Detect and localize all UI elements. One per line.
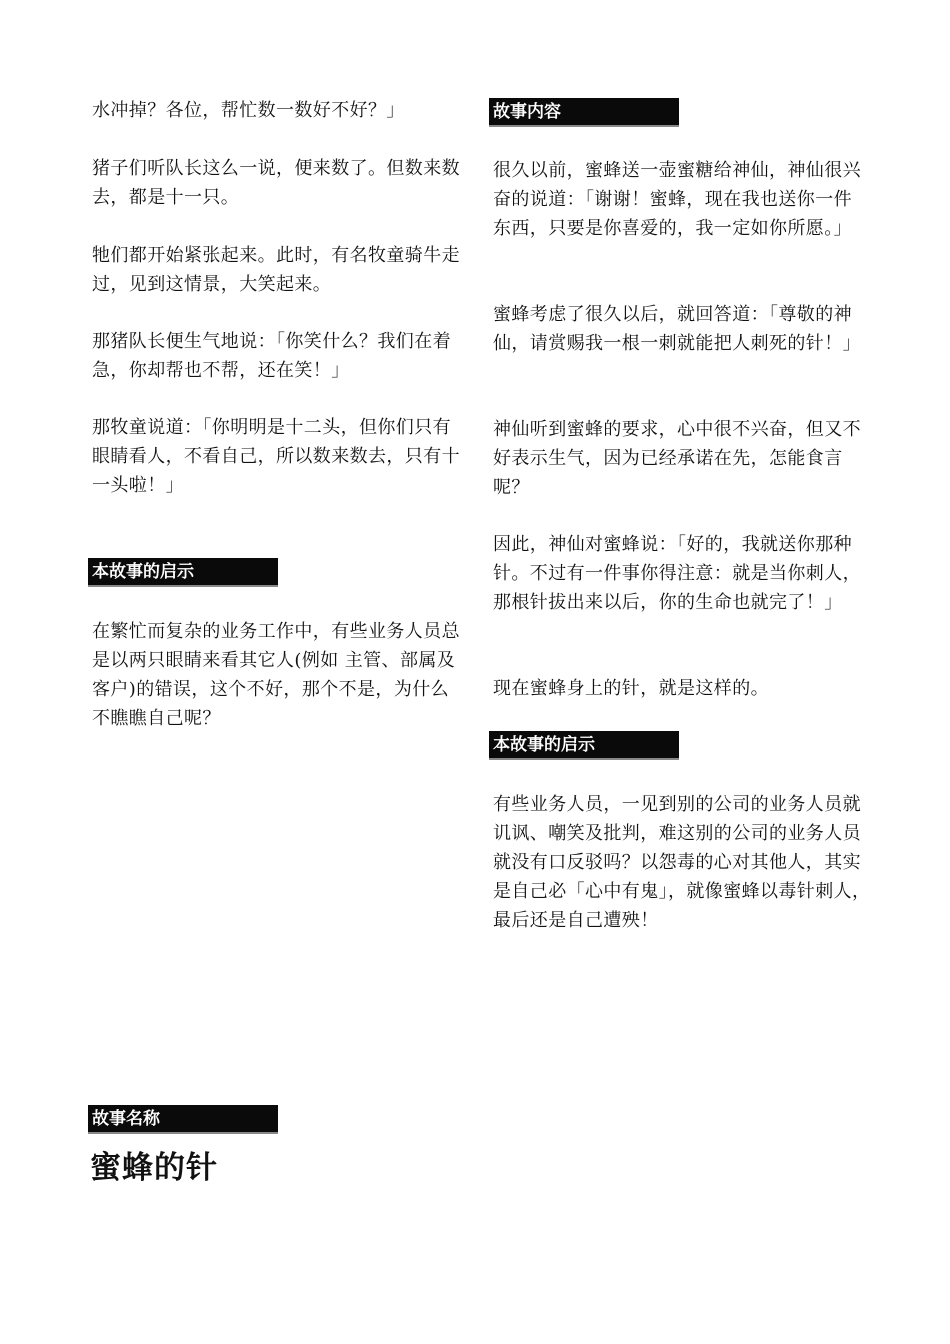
right-paragraph-5: 现在蜜蜂身上的针，就是这样的。 — [493, 678, 769, 699]
right-paragraph-3: 神仙听到蜜蜂的要求，心中很不兴奋，但又不好表示生气，因为已经承诺在先，怎能食言呢？ — [493, 419, 861, 498]
story-content-label: 故事内容 — [489, 98, 679, 127]
left-paragraph-3: 牠们都开始紧张起来。此时，有名牧童骑牛走过，见到这情景，大笑起来。 — [92, 245, 460, 295]
right-paragraph-1: 很久以前，蜜蜂送一壶蜜糖给神仙，神仙很兴奋的说道：「谢谢！蜜蜂，现在我也送你一件东西，只要是你喜爱的，我一定如你所愿。」 — [493, 160, 861, 239]
left-paragraph-4: 那猪队长便生气地说：「你笑什么？我们在着急，你却帮也不帮，还在笑！」 — [92, 331, 451, 381]
left-paragraph-2: 猪子们听队长这么一说，便来数了。但数来数去，都是十一只。 — [92, 158, 460, 208]
right-paragraph-4: 因此，神仙对蜜蜂说：「好的，我就送你那种针。不过有一件事你得注意：就是当你刺人，那根针拔出来以后，你的生命也就完了！」 — [493, 534, 861, 613]
left-paragraph-1: 水冲掉？各位，帮忙数一数好不好？」 — [92, 100, 405, 121]
story-name-label: 故事名称 — [88, 1105, 278, 1134]
story-title: 蜜蜂的针 — [90, 1150, 218, 1186]
left-moral-label: 本故事的启示 — [88, 558, 278, 587]
left-paragraph-5: 那牧童说道：「你明明是十二头，但你们只有眼睛看人，不看自己，所以数来数去，只有十一头啦！」 — [92, 417, 460, 496]
left-moral-text: 在繁忙而复杂的业务工作中，有些业务人员总是以两只眼睛来看其它人(例如 主管、部属及客户)的错误，这个不好，那个不是，为什么不瞧瞧自己呢？ — [92, 621, 460, 729]
right-moral-label: 本故事的启示 — [489, 731, 679, 760]
right-moral-text: 有些业务人员，一见到别的公司的业务人员就讥讽、嘲笑及批判，难这别的公司的业务人员就没有口反驳吗？以怨毒的心对其他人，其实是自己必「心中有鬼」，就像蜜蜂以毒针刺人，最后还是自己遭殃！ — [493, 794, 871, 931]
right-paragraph-2: 蜜蜂考虑了很久以后，就回答道：「尊敬的神仙，请赏赐我一根一刺就能把人刺死的针！」 — [493, 304, 861, 354]
